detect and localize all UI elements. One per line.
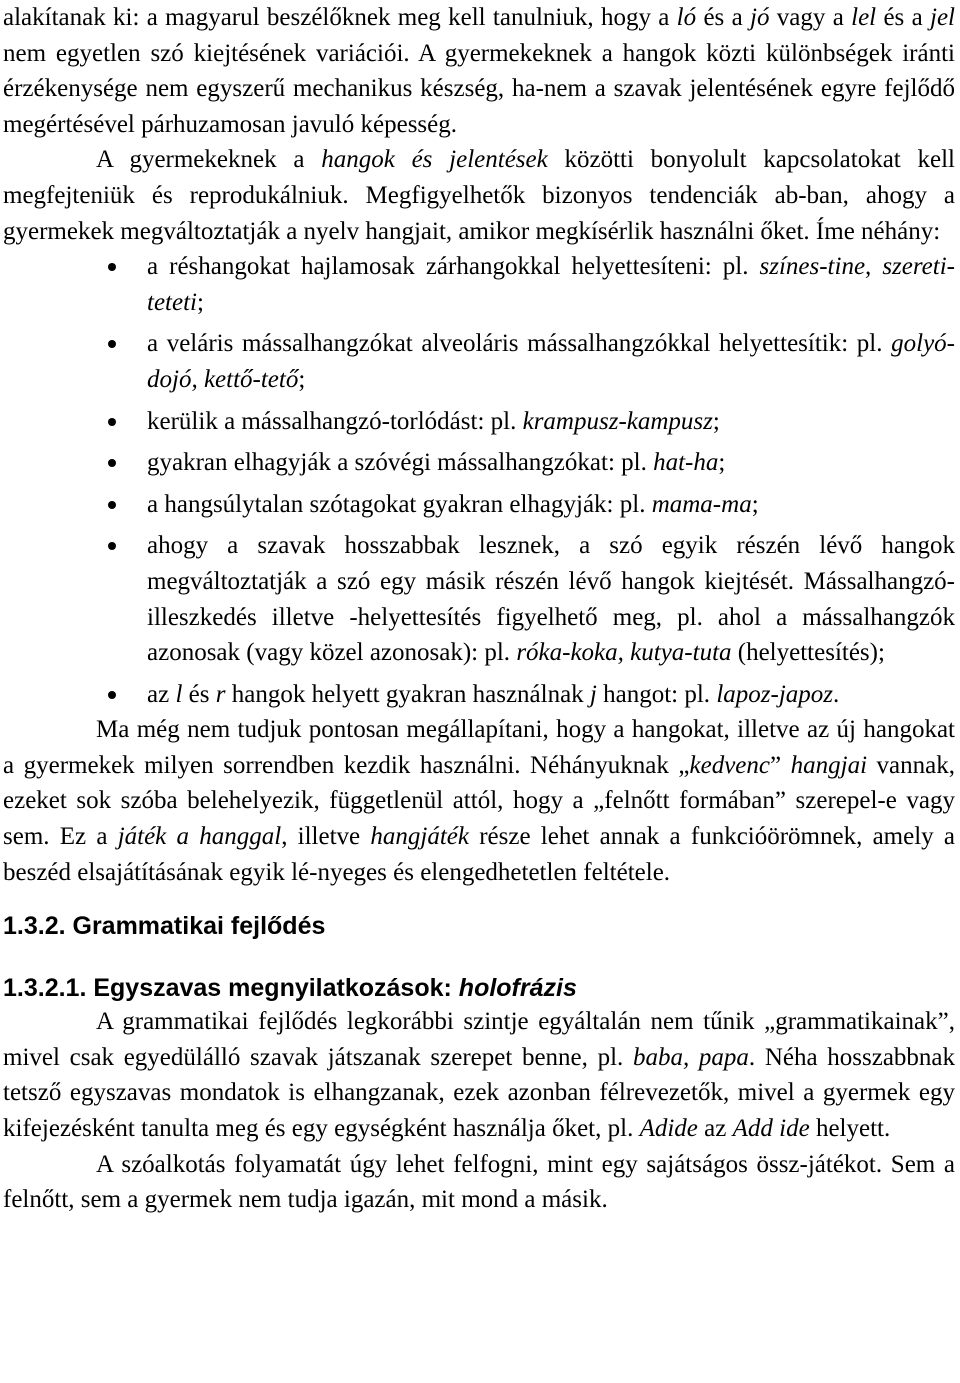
italic-phrase: hangok és jelentések (321, 146, 548, 174)
italic-phrase: Add ide (732, 1115, 810, 1143)
list-item (3, 404, 955, 440)
bullet-icon (108, 418, 116, 426)
bullet-icon (108, 459, 116, 467)
sound-meaning-paragraph (3, 142, 955, 249)
text-run: . Néha hosszabbnak tetsző egyszavas mondatok is elhangzanak, ezek azonban félrevezetők, mivel a gyermek egy kifejezésként tanulta meg és egy egységként használja őket, pl. (3, 1043, 956, 1143)
italic-letter: l (175, 680, 183, 708)
italic-phrase: játék a hanggal (117, 823, 282, 851)
text-run: közötti bonyolult kapcsolatokat kell megfejteniük és reprodukálniuk. Megfigyelhetők bizonyos tendenciák ab-ban, ahogy a gyermekek megváltoztatják a nyelv hangjait, amikor megkísérlik használni őket. Íme néhány: (3, 146, 955, 245)
italic-letter: r (215, 680, 226, 708)
italic-word: ló (676, 4, 697, 31)
order-paragraph (3, 712, 955, 890)
text-run: Ma még nem tudjuk pontosan megállapítani, hogy a hangokat, illetve az új hangokat a gyermekek milyen sorrendben kezdik használni. Néhányuknak „ (3, 716, 955, 779)
bullet-icon (108, 542, 116, 550)
text-run: vannak, ezeket sok szóba belehelyezik, függetlenül attól, hogy a „felnőtt formában” szerepel-e vagy sem. Ez a (3, 751, 955, 851)
bullet-icon (108, 340, 116, 348)
heading-text: 1.3.2.1. Egyszavas megnyilatkozások: (3, 974, 459, 1003)
italic-word: Adide (639, 1115, 698, 1143)
list-item-end: ; (712, 407, 720, 435)
list-item-text: gyakran elhagyják a szóvégi mássalhangzókat: pl. (147, 449, 654, 477)
text-run: hangok helyett gyakran használnak (225, 680, 590, 708)
list-item-end: ; (718, 449, 726, 477)
list-item-text: a réshangokat hajlamosak zárhangokkal helyettesíteni: pl. (147, 253, 760, 281)
text-run: és a (876, 4, 931, 31)
list-item-text: kerülik a mássalhangzó-torlódást: pl. (147, 407, 523, 435)
list-item-end: (helyettesítés); (731, 639, 885, 667)
subsection-heading (3, 972, 955, 1004)
italic-word: hangjáték (370, 823, 469, 851)
list-item-end: ; (298, 365, 306, 393)
document-page (3, 0, 955, 1218)
italic-word: jó (750, 4, 770, 31)
text-run: vagy a (769, 4, 852, 31)
text-run: hangot: pl. (596, 680, 717, 708)
heading-italic: holofrázis (458, 974, 577, 1003)
example-italic: mama-ma (651, 490, 752, 518)
text-run: az (147, 680, 176, 708)
italic-word: hangjai (790, 751, 868, 779)
list-item-end: ; (196, 288, 204, 316)
example-italic: hat-ha (653, 449, 719, 477)
example-italic: golyó-dojó, kettő-tető (147, 330, 955, 393)
text-run: és (182, 680, 216, 708)
list-item (3, 487, 955, 523)
tendency-list (3, 249, 955, 712)
list-item (3, 528, 955, 670)
italic-word: kedvenc (689, 751, 770, 779)
text-run: alakítanak ki: a magyarul beszélőknek meg kell tanulniuk, hogy a (3, 4, 677, 31)
list-item-end: ; (751, 490, 759, 518)
text-run: , illetve (281, 823, 371, 851)
example-italic: krampusz-kampusz (522, 407, 713, 435)
italic-letter: j (589, 680, 597, 708)
text-run: része lehet annak a funkcióörömnek, amely a beszéd elsajátításának egyik lé-nyeges és elengedhetetlen feltétele. (3, 823, 955, 886)
italic-word: lel (851, 4, 877, 31)
bullet-icon (108, 501, 116, 509)
list-item (3, 445, 955, 481)
text-run: ” (770, 751, 791, 779)
text-run: az (697, 1115, 733, 1143)
section-heading: 1.3.2. Grammatikai fejlődés (3, 912, 326, 941)
text-run: . (833, 680, 840, 708)
list-item (3, 249, 955, 320)
list-item (3, 677, 955, 713)
intro-paragraph (3, 0, 955, 142)
list-item-text: a hangsúlytalan szótagokat gyakran elhagyják: pl. (147, 490, 652, 518)
example-italic: színes-tine, szereti-teteti (147, 253, 955, 316)
list-item-text: ahogy a szavak hosszabbak lesznek, a szó egyik részén lévő hangok megváltoztatják a szó egy másik részén lévő hangok kiejtését. Mássalhangzó-illeszkedés illetve -helyettesítés figyelhető meg, pl. ahol a mássalhangzók azonosak (vagy közel azonosak): pl. (147, 532, 955, 667)
text-run: A grammatikai fejlődés legkorábbi szintje egyáltalán nem tűnik „grammatikainak”, mivel csak egyedülálló szavak játszanak szerepet benne, pl. (3, 1008, 955, 1071)
example-italic: lapoz-japoz (716, 680, 833, 708)
italic-word: jel (930, 4, 956, 31)
bullet-icon (108, 263, 116, 271)
bullet-icon (108, 691, 116, 699)
italic-phrase: baba, papa (632, 1043, 749, 1071)
text-run: helyett. (809, 1115, 891, 1143)
text-run: A gyermekeknek a (96, 146, 322, 174)
example-italic: róka-koka, kutya-tuta (516, 639, 732, 667)
word-formation-paragraph: A szóalkotás folyamatát úgy lehet felfogni, mint egy sajátságos össz-játékot. Sem a felnőtt, sem a gyermek nem tudja igazán, mit mond a másik. (3, 1150, 955, 1214)
text-run: nem egyetlen szó kiejtésének variációi. A gyermekeknek a hangok közti különbségek iránti érzékenysége nem egyszerű mechanikus készség, ha-nem a szavak jelentésének egyre fejlődő megértésével párhuzamosan javuló képesség. (3, 39, 955, 138)
holophrase-paragraph (3, 1004, 955, 1146)
list-item (3, 326, 955, 397)
list-item-text: a veláris mássalhangzókat alveoláris mássalhangzókkal helyettesítik: pl. (147, 330, 892, 358)
text-run: és a (696, 4, 751, 31)
